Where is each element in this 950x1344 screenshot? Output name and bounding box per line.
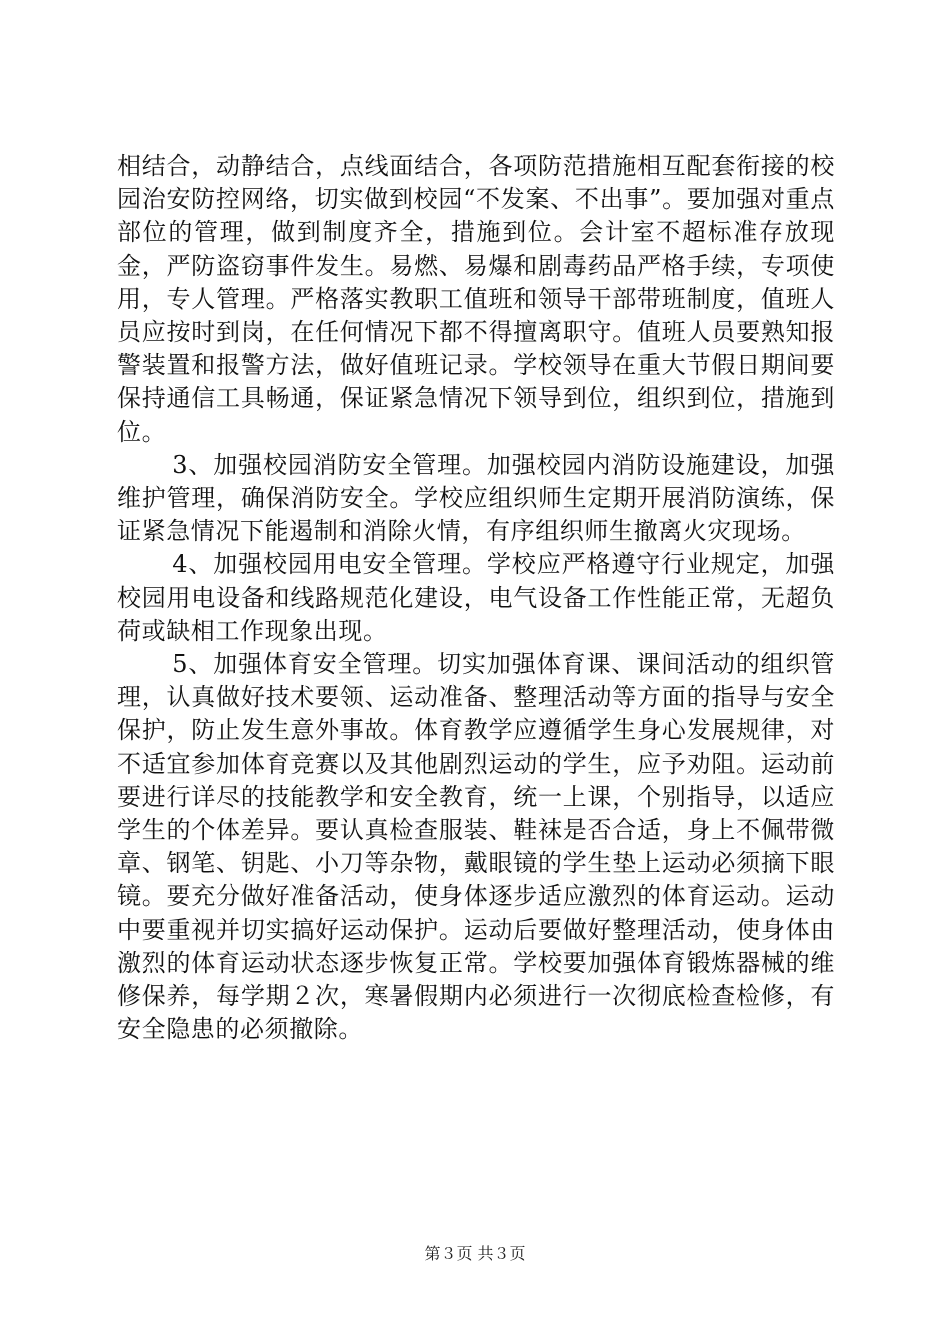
paragraph-fire-safety: 3、加强校园消防安全管理。加强校园内消防设施建设，加强维护管理，确保消防安全。学校应组织师生定期开展消防演练，保证紧急情况下能遏制和消除火情，有序组织师生撤离火灾现场。 [117, 450, 835, 546]
document-body [117, 150, 835, 1046]
page-footer: 第３页 共３页 [424, 1244, 526, 1263]
paragraph-continuation: 相结合，动静结合，点线面结合，各项防范措施相互配套衔接的校园治安防控网络，切实做到校园“不发案、不出事”。要加强对重点部位的管理，做到制度齐全，措施到位。会计室不超标准存放现金，严防盗窃事件发生。易燃、易爆和剧毒药品严格手续，专项使用，专人管理。严格落实教职工值班和领导干部带班制度，值班人员应按时到岗，在任何情况下都不得擅离职守。值班人员要熟知报警装置和报警方法，做好值班记录。学校领导在重大节假日期间要保持通信工具畅通，保证紧急情况下领导到位，组织到位，措施到位。 [117, 152, 835, 446]
paragraph-sports-safety: 5、加强体育安全管理。切实加强体育课、课间活动的组织管理，认真做好技术要领、运动准备、整理活动等方面的指导与安全保护，防止发生意外事故。体育教学应遵循学生身心发展规律，对不适宜参加体育竞赛以及其他剧烈运动的学生，应予劝阻。运动前要进行详尽的技能教学和安全教育，统一上课，个别指导，以适应学生的个体差异。要认真检查服装、鞋袜是否合适，身上不佩带微章、钢笔、钥匙、小刀等杂物，戴眼镜的学生垫上运动必须摘下眼镜。要充分做好准备活动，使身体逐步适应激烈的体育运动。运动中要重视并切实搞好运动保护。运动后要做好整理活动，使身体由激烈的体育运动状态逐步恢复正常。学校要加强体育锻炼器械的维修保养，每学期２次，寒暑假期内必须进行一次彻底检查检修，有安全隐患的必须撤除。 [117, 650, 835, 1044]
paragraph-electric-safety: 4、加强校园用电安全管理。学校应严格遵守行业规定，加强校园用电设备和线路规范化建设，电气设备工作性能正常，无超负荷或缺相工作现象出现。 [117, 550, 835, 645]
